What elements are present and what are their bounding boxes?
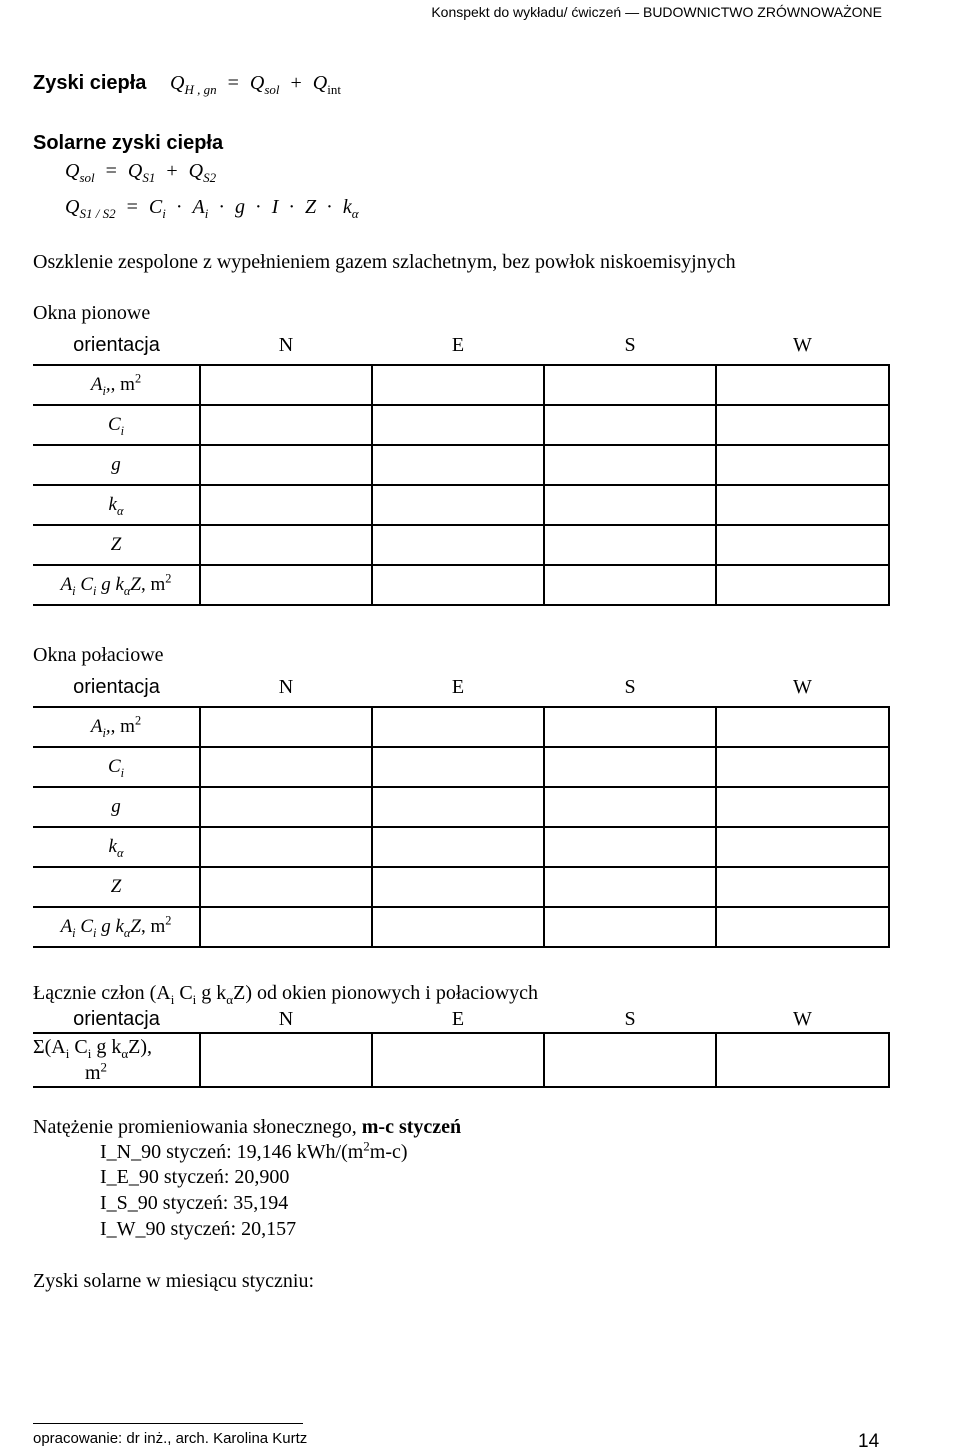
table-cell[interactable] [200,525,372,565]
dot-operator: · [218,196,226,218]
orientation-w: W [716,326,889,365]
footer-rule [33,1423,303,1424]
eq-subscript: S2 [203,170,217,185]
orientation-e: E [372,668,544,707]
eq-sign: = [126,196,138,218]
eq-symbol: Q [170,72,185,94]
table-cell[interactable] [544,787,716,827]
orientation-label: orientacja [33,326,200,365]
solar-sum-equation [65,160,216,183]
heat-gains-heading [33,72,146,95]
vertical-windows-table [33,326,890,606]
eq-symbol: Q [127,160,143,182]
row-label-c: $C_i$ [33,747,200,787]
solar-gains-title: Solarne zyski ciepła [33,132,224,154]
table-cell[interactable] [372,707,544,747]
irradiance-line-n: I_N_90 styczeń: 19,146 kWh/$(m^2m-c)$ [100,1138,408,1163]
table-row [33,827,889,867]
page-number: 14 [858,1431,880,1452]
eq-subscript: α [351,206,359,221]
eq-symbol: Q [65,160,80,182]
dot-operator: · [255,196,262,218]
table-header-row [33,326,889,365]
table-cell[interactable] [372,445,544,485]
table-cell[interactable] [372,907,544,947]
table-cell[interactable] [200,445,372,485]
table-cell[interactable] [544,867,716,907]
table-cell[interactable] [372,565,544,605]
orientation-e: E [372,1006,544,1033]
irradiance-line-w: I_W_90 styczeń: 20,157 [100,1218,297,1240]
eq-subscript: sol [79,170,95,185]
table-cell[interactable] [716,787,889,827]
eq-sign: = [227,72,239,94]
table-cell[interactable] [716,405,889,445]
table-cell[interactable] [200,747,372,787]
row-label-product: $A_i$ $C_i$ g $k_\alpha Z$, $m^2$ [33,907,200,947]
table-cell[interactable] [372,405,544,445]
table-cell[interactable] [200,787,372,827]
row-label-g: g [33,787,200,827]
orientation-label: orientacja [33,1006,200,1033]
table-cell[interactable] [200,1033,372,1087]
table-row [33,787,889,827]
table-cell[interactable] [200,867,372,907]
dot-operator: · [326,196,333,218]
table-cell[interactable] [544,747,716,787]
table-cell[interactable] [372,365,544,405]
table-cell[interactable] [372,1033,544,1087]
table-cell[interactable] [716,907,889,947]
row-label-z: Z [33,867,200,907]
table-cell[interactable] [544,565,716,605]
row-label-k-alpha: $k_\alpha$ [33,827,200,867]
table-cell[interactable] [716,827,889,867]
footer-author: opracowanie: dr inż., arch. Karolina Kurtz [33,1430,308,1447]
table-cell[interactable] [200,907,372,947]
orientation-w: W [716,1006,889,1033]
solar-product-equation [65,196,359,219]
row-label-sum: $\Sigma(A_i$ $C_i$ g $k_\alpha Z$), $m^2$ [33,1033,200,1087]
orientation-label: orientacja [33,668,200,707]
table-header-row [33,668,889,707]
vertical-windows-title: Okna pionowe [33,302,151,324]
eq-symbol: g [235,196,246,218]
orientation-n: N [200,1006,372,1033]
eq-subscript: i [162,206,166,221]
table-row [33,445,889,485]
table-cell[interactable] [716,747,889,787]
table-header-row [33,1006,889,1033]
eq-symbol: k [342,196,352,218]
orientation-s: S [544,1006,716,1033]
table-cell[interactable] [372,787,544,827]
row-label-area: $A_i$,, $m^2$ [33,365,200,405]
eq-sign: = [105,160,117,182]
table-row [33,747,889,787]
page-header: Konspekt do wykładu/ ćwiczeń — BUDOWNICTWO ZRÓWNOWAŻONE [431,4,882,20]
orientation-n: N [200,668,372,707]
combined-title: Łącznie człon ($A_i$ $C_i$ g $k_\alpha Z$) od okien pionowych i połaciowych [33,982,539,1007]
eq-symbol: Q [65,196,80,218]
glazing-note: Oszklenie zespolone z wypełnieniem gazem szlachetnym, bez powłok niskoemisyjnych [33,251,736,273]
table-cell[interactable] [200,485,372,525]
eq-subscript: sol [264,82,280,97]
heat-gains-equation [170,72,341,95]
table-cell[interactable] [716,1033,889,1087]
eq-symbol: C [148,196,163,218]
table-cell[interactable] [372,747,544,787]
eq-subscript: i [204,206,209,221]
irradiance-line-e: I_E_90 styczeń: 20,900 [100,1166,290,1188]
table-cell[interactable] [716,365,889,405]
table-cell[interactable] [200,827,372,867]
table-cell[interactable] [200,405,372,445]
table-row [33,565,889,605]
plus-sign: + [290,72,302,94]
orientation-s: S [544,326,716,365]
table-cell[interactable] [372,867,544,907]
irradiance-line-s: I_S_90 styczeń: 35,194 [100,1192,289,1214]
row-label-area: $A_i$,, $m^2$ [33,707,200,747]
orientation-e: E [372,326,544,365]
table-row [33,365,889,405]
row-label-product: $A_i$ $C_i$ g $k_\alpha Z$, $m^2$ [33,565,200,605]
eq-subscript: S1 / S2 [79,206,116,221]
table-cell[interactable] [544,405,716,445]
eq-symbol: Q [312,72,328,94]
eq-subscript: int [327,82,341,97]
eq-symbol: I [271,196,279,218]
orientation-s: S [544,668,716,707]
table-cell[interactable] [716,565,889,605]
eq-symbol: Q [249,72,265,94]
table-row [33,405,889,445]
table-cell[interactable] [544,365,716,405]
dot-operator: · [288,196,296,218]
table-cell[interactable] [200,565,372,605]
row-label-z: Z [33,525,200,565]
orientation-w: W [716,668,889,707]
table-row [33,867,889,907]
roof-windows-table [33,668,890,948]
table-cell[interactable] [200,365,372,405]
row-label-c: $C_i$ [33,405,200,445]
plus-sign: + [166,160,178,182]
eq-symbol: A [192,196,205,218]
january-gains-title: Zyski solarne w miesiącu styczniu: [33,1270,315,1292]
eq-subscript: S1 [142,170,156,185]
table-cell[interactable] [716,867,889,907]
table-cell[interactable] [716,525,889,565]
table-cell[interactable] [544,1033,716,1087]
row-label-g: g [33,445,200,485]
irradiance-title: Natężenie promieniowania słonecznego, m-c styczeń [33,1116,462,1138]
table-cell[interactable] [372,525,544,565]
roof-windows-title: Okna połaciowe [33,644,164,666]
table-row [33,525,889,565]
eq-symbol: Q [188,160,204,182]
heat-gains-title: Zyski ciepła [33,72,147,94]
table-cell[interactable] [544,707,716,747]
row-label-k-alpha: $k_\alpha$ [33,485,200,525]
table-row [33,485,889,525]
table-cell[interactable] [544,827,716,867]
table-cell[interactable] [544,485,716,525]
table-cell[interactable] [716,485,889,525]
dot-operator: · [175,196,183,218]
table-cell[interactable] [716,445,889,485]
table-cell[interactable] [544,907,716,947]
table-row [33,907,889,947]
table-cell[interactable] [372,827,544,867]
table-cell[interactable] [372,485,544,525]
table-cell[interactable] [544,445,716,485]
table-row [33,1033,889,1087]
table-cell[interactable] [716,707,889,747]
eq-subscript: H , gn [184,82,217,97]
orientation-n: N [200,326,372,365]
eq-symbol: Z [305,196,317,218]
table-cell[interactable] [544,525,716,565]
table-cell[interactable] [200,707,372,747]
combined-table [33,1006,890,1088]
table-row [33,707,889,747]
